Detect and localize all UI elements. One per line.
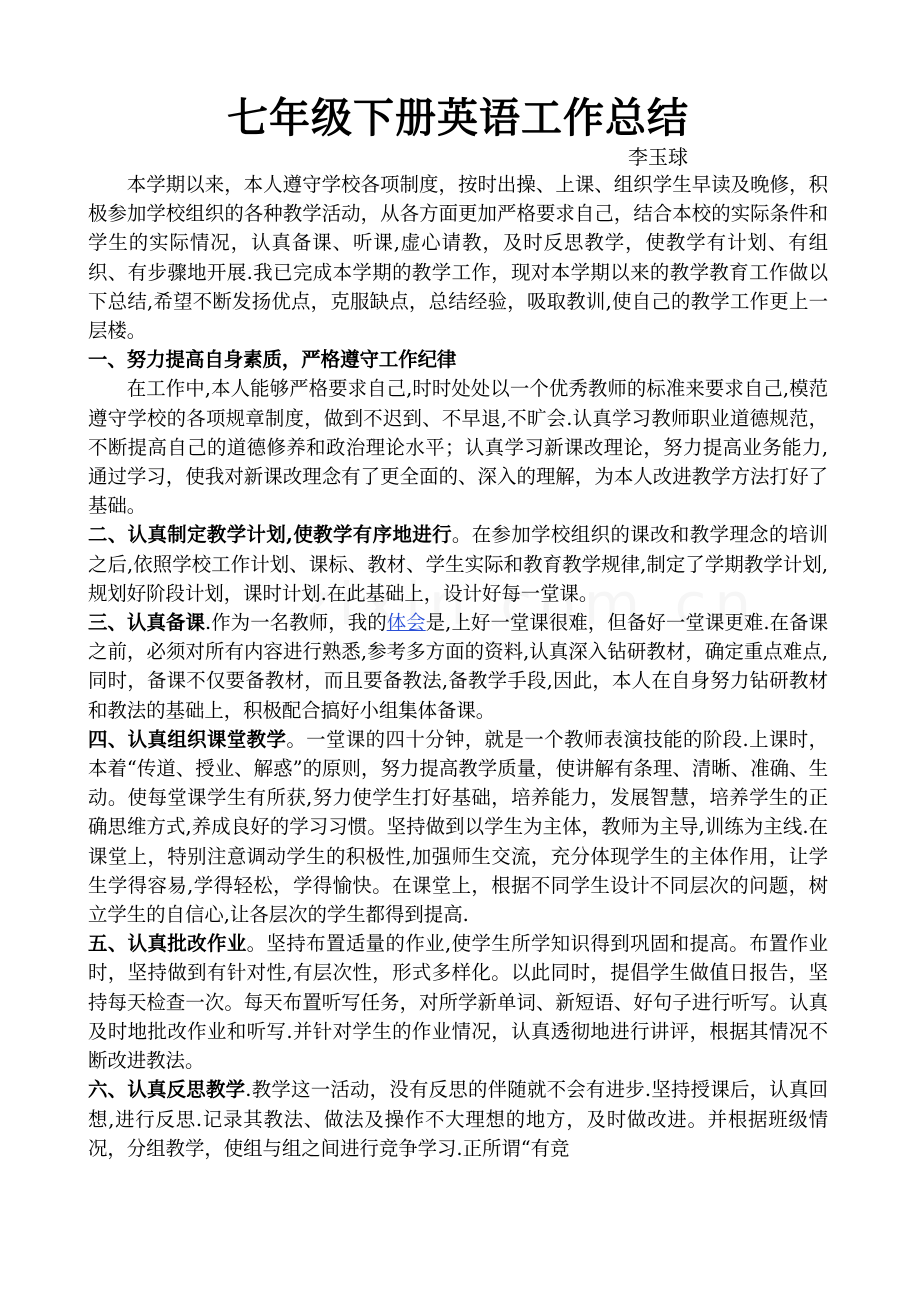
section-3-body-start: .作为一名教师，我的	[204, 611, 387, 635]
section-4-heading: 四、认真组织课堂教学	[88, 727, 287, 751]
section-6-paragraph	[88, 1075, 828, 1163]
experience-link[interactable]: 体会	[386, 611, 426, 635]
section-3-paragraph	[88, 608, 828, 725]
section-4-paragraph	[88, 725, 828, 929]
section-3-heading: 三、认真备课	[88, 611, 205, 635]
section-6-body: .教学这一活动，没有反思的伴随就不会有进步.坚持授课后，认真回想,进行反思.记录其教法、做法及操作不大理想的地方，及时做改进。并根据班级情况，分组教学，使组与组之间进行竞争学习.正所谓“有竞	[88, 1078, 829, 1160]
section-1-heading: 一、努力提高自身素质，严格遵守工作纪律	[88, 348, 457, 372]
section-5-paragraph	[88, 929, 828, 1075]
section-2-body: 。在参加学校组织的课改和教学理念的培训之后,依照学校工作计划、课标、教材、学生实际和教育教学规律,制定了学期教学计划,规划好阶段计划，课时计划.在此基础上，设计好每一堂课。	[88, 523, 829, 605]
author-name: 李玉球	[628, 145, 688, 169]
section-4-body: 。一堂课的四十分钟，就是一个教师表演技能的阶段.上课时，本着“传道、授业、解惑”的原则，努力提高教学质量，使讲解有条理、清晰、准确、生动。使每堂课学生有所获,努力使学生打好基础，培养能力，发展智慧，培养学生的正确思维方式,养成良好的学习习惯。坚持做到以学生为主体，教师为主导,训练为主线.在课堂上，特别注意调动学生的积极性,加强师生交流，充分体现学生的主体作用，让学生学得容易,学得轻松，学得愉快。在课堂上，根据不同学生设计不同层次的问题，树立学生的自信心,让各层次的学生都得到提高.	[88, 727, 829, 927]
section-3-body-end: 是,上好一堂课很难，但备好一堂课更难.在备课之前，必须对所有内容进行熟悉,参考多方面的资料,认真深入钻研教材，确定重点难点,同时，备课不仅要备教材，而且要备教法,备教学手段,因此，本人在自身努力钻研教材和教法的基础上，积极配合搞好小组集体备课。	[88, 611, 829, 722]
section-1-body: 在工作中,本人能够严格要求自己,时时处处以一个优秀教师的标准来要求自己,模范遵守学校的各项规章制度，做到不迟到、不早退,不旷会.认真学习教师职业道德规范，不断提高自己的道德修养和政治理论水平；认真学习新课改理论，努力提高业务能力,通过学习，使我对新课改理念有了更全面的、深入的理解，为本人改进教学方法打好了基础。	[88, 377, 828, 518]
document-title: 七年级下册英语工作总结	[227, 94, 689, 142]
section-6-heading: 六、认真反思教学	[88, 1078, 246, 1102]
intro-paragraph: 本学期以来，本人遵守学校各项制度，按时出操、上课、组织学生早读及晚修，积极参加学校组织的各种教学活动，从各方面更加严格要求自己，结合本校的实际条件和学生的实际情况，认真备课、听课,虚心请教，及时反思教学，使教学有计划、有组织、有步骤地开展.我已完成本学期的教学工作，现对本学期以来的教学教育工作做以下总结,希望不断发扬优点，克服缺点，总结经验，吸取教训,使自己的教学工作更上一层楼。	[88, 173, 828, 343]
section-5-body: 。坚持布置适量的作业,使学生所学知识得到巩固和提高。布置作业时，坚持做到有针对性,有层次性，形式多样化。以此同时，提倡学生做值日报告，坚持每天检查一次。每天布置听写任务，对所学新单词、新短语、好句子进行听写。认真及时地批改作业和听写.并针对学生的作业情况，认真透彻地进行讲评，根据其情况不断改进教法。	[88, 932, 828, 1073]
section-5-heading: 五、认真批改作业	[88, 932, 247, 956]
section-2-paragraph	[88, 520, 828, 608]
document-page	[88, 92, 828, 1163]
section-2-heading: 二、认真制定教学计划,使教学有序地进行	[88, 523, 452, 547]
